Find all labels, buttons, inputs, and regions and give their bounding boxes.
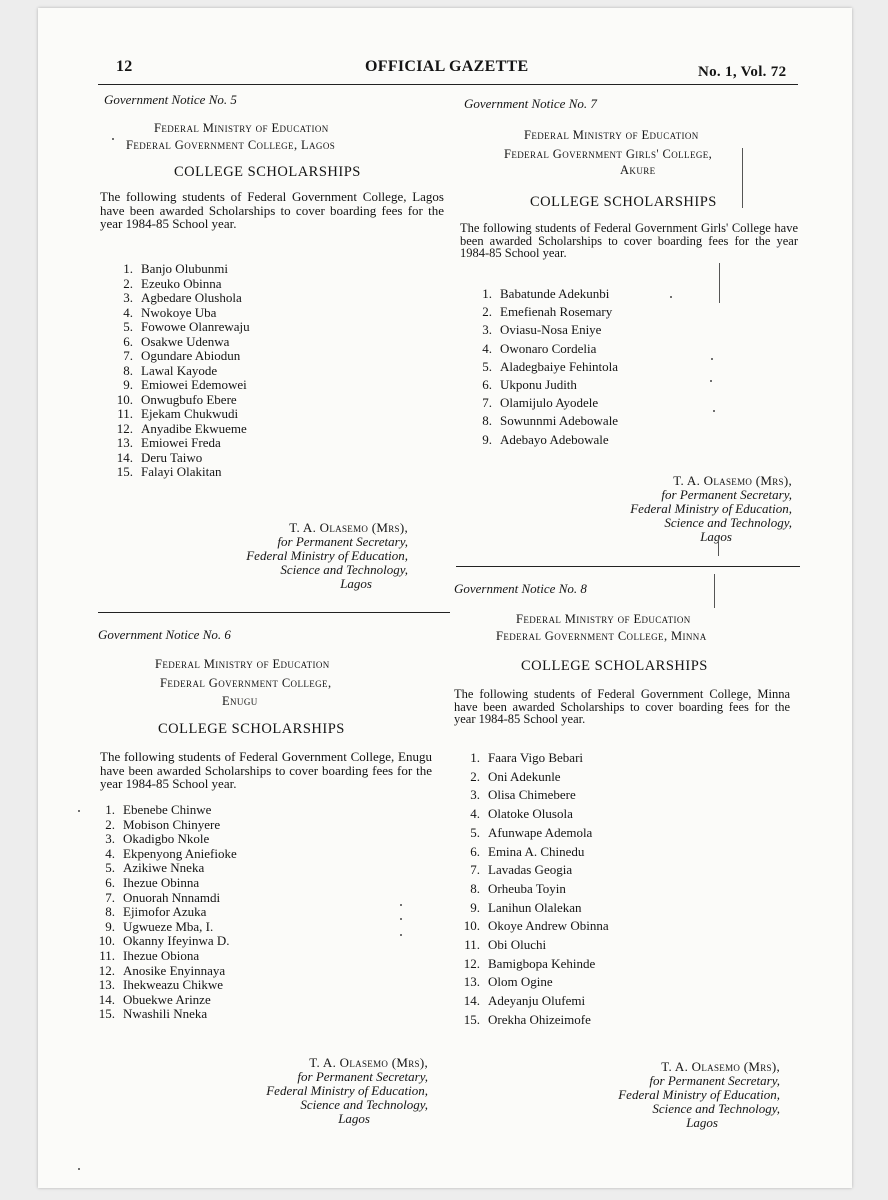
student-name: Owonaro Cordelia <box>500 340 597 356</box>
student-name: Anosike Enyinnaya <box>123 962 226 978</box>
list-item-number: 2. <box>105 816 115 832</box>
scan-speck <box>710 380 712 382</box>
list-item-number: 14. <box>463 993 480 1009</box>
list-item <box>111 422 250 437</box>
gazette-title: OFFICIAL GAZETTE <box>365 58 529 75</box>
list-item-number: 2. <box>123 275 133 291</box>
list-item <box>470 431 618 449</box>
list-item-number: 6. <box>105 874 115 890</box>
notice6-city: Enugu <box>222 694 258 708</box>
scan-line <box>742 148 743 208</box>
list-item-number: 8. <box>470 880 480 896</box>
list-item <box>470 340 618 358</box>
student-name: Adeyanju Olufemi <box>488 993 586 1009</box>
list-item <box>111 451 250 466</box>
list-item <box>111 277 250 292</box>
student-name: Oviasu-Nosa Eniye <box>500 322 602 338</box>
notice8-ministry: Federal Ministry of Education <box>516 612 691 626</box>
scan-speck <box>711 358 713 360</box>
list-item <box>111 364 250 379</box>
signature-name: T. A. Olasemo (Mrs), <box>309 1055 428 1070</box>
issue-number: No. 1, Vol. 72 <box>698 64 787 80</box>
list-item <box>93 861 237 876</box>
list-item-number: 9. <box>123 377 133 392</box>
student-name: Sowunnmi Adebowale <box>500 413 619 429</box>
list-item-number: 8. <box>123 362 133 378</box>
list-item <box>111 407 250 422</box>
list-item <box>458 936 609 955</box>
student-name: Oni Adekunle <box>488 768 561 784</box>
student-name: Obi Oluchi <box>488 937 547 953</box>
list-item-number: 1. <box>482 286 492 301</box>
student-name: Emiowei Edemowei <box>141 377 247 392</box>
notice7-city: Akure <box>620 163 656 177</box>
list-item-number: 13. <box>98 977 115 993</box>
list-item <box>111 349 250 364</box>
notice8-student-list <box>458 749 609 1030</box>
list-item <box>93 876 237 891</box>
signature-name: T. A. Olasemo (Mrs), <box>661 1059 780 1074</box>
header-rule <box>98 84 798 85</box>
student-name: Okanny Ifeyinwa D. <box>123 933 230 949</box>
list-item <box>93 803 237 818</box>
signature-line3: Science and Technology, <box>664 515 792 530</box>
notice6-heading: Government Notice No. 6 <box>98 627 231 642</box>
student-name: Onuorah Nnnamdi <box>123 889 221 905</box>
list-item <box>111 335 250 350</box>
student-name: Olisa Chimebere <box>488 787 576 803</box>
notice6-signature <box>208 1056 428 1126</box>
student-name: Mobison Chinyere <box>123 816 221 832</box>
list-item <box>93 832 237 847</box>
list-item <box>458 824 609 843</box>
list-item <box>111 262 250 277</box>
scan-speck <box>400 918 402 920</box>
student-name: Emefienah Rosemary <box>500 304 613 320</box>
notice6-body: The following students of Federal Government College, Enugu have been awarded Scholarships to cover boarding fees for the year 1984-85 School year. <box>100 749 432 791</box>
notice6-student-list <box>93 803 237 1022</box>
list-item-number: 12. <box>98 962 115 978</box>
student-name: Agbedare Olushola <box>141 290 242 305</box>
scan-speck <box>78 1168 80 1170</box>
list-item-number: 5. <box>105 860 115 876</box>
student-name: Deru Taiwo <box>141 449 203 465</box>
list-item-number: 3. <box>123 290 133 305</box>
list-item <box>458 768 609 787</box>
student-name: Bamigbopa Kehinde <box>488 955 596 971</box>
signature-line2: Federal Ministry of Education, <box>618 1087 780 1102</box>
list-item-number: 11. <box>99 947 115 963</box>
signature-line2: Federal Ministry of Education, <box>630 501 792 516</box>
student-name: Lavadas Geogia <box>488 862 573 878</box>
gazette-page <box>38 8 852 1188</box>
list-item-number: 8. <box>482 413 492 429</box>
signature-line1: for Permanent Secretary, <box>649 1073 780 1088</box>
notice8-title: COLLEGE SCHOLARSHIPS <box>521 658 708 674</box>
student-name: Emiowei Freda <box>141 435 221 450</box>
notice5-title: COLLEGE SCHOLARSHIPS <box>174 164 361 180</box>
list-item <box>93 818 237 833</box>
student-name: Ejekam Chukwudi <box>141 406 239 421</box>
list-item <box>458 992 609 1011</box>
notice5-signature <box>188 521 408 591</box>
list-item <box>458 786 609 805</box>
list-item-number: 4. <box>105 845 115 861</box>
scan-speck <box>78 810 80 812</box>
notice5-heading: Government Notice No. 5 <box>104 92 237 107</box>
list-item-number: 9. <box>482 431 492 447</box>
list-item <box>93 905 237 920</box>
signature-line3: Science and Technology, <box>652 1101 780 1116</box>
student-name: Lanihun Olalekan <box>488 899 582 915</box>
list-item-number: 15. <box>463 1011 480 1027</box>
student-name: Ezeuko Obinna <box>141 275 222 291</box>
list-item <box>93 978 237 993</box>
list-item <box>93 891 237 906</box>
list-item-number: 14. <box>116 449 133 465</box>
page-number: 12 <box>116 58 133 75</box>
student-name: Ihezue Obiona <box>123 947 200 963</box>
list-item <box>111 306 250 321</box>
signature-line2: Federal Ministry of Education, <box>246 548 408 563</box>
list-item <box>111 320 250 335</box>
signature-line1: for Permanent Secretary, <box>277 534 408 549</box>
list-item <box>458 749 609 768</box>
list-item-number: 13. <box>116 435 133 450</box>
student-name: Fowowe Olanrewaju <box>141 319 250 334</box>
list-item-number: 7. <box>123 348 133 363</box>
list-item <box>93 1007 237 1022</box>
student-name: Osakwe Udenwa <box>141 333 230 349</box>
list-item-number: 12. <box>116 420 133 436</box>
notice5-body: The following students of Federal Government College, Lagos have been awarded Scholarships to cover boarding fees for the year 1984-85 School year. <box>100 189 444 231</box>
signature-line4: Lagos <box>340 576 372 591</box>
list-item <box>470 412 618 430</box>
list-item-number: 9. <box>470 899 480 915</box>
student-name: Ebenebe Chinwe <box>123 802 212 817</box>
list-item-number: 3. <box>105 831 115 847</box>
list-item-number: 1. <box>470 750 480 765</box>
student-name: Ukponu Judith <box>500 377 577 393</box>
signature-line4: Lagos <box>686 1115 718 1130</box>
student-name: Okoye Andrew Obinna <box>488 918 609 934</box>
list-item-number: 10. <box>463 918 480 934</box>
notice7-body: The following students of Federal Government Girls' College have been awarded Scholarships to cover boarding fees for the year 1984-85 School year. <box>460 221 798 260</box>
student-name: Azikiwe Nneka <box>123 860 205 876</box>
list-item-number: 1. <box>105 802 115 817</box>
scan-speck <box>400 904 402 906</box>
list-item <box>470 321 618 339</box>
list-item <box>458 843 609 862</box>
list-item-number: 2. <box>470 768 480 784</box>
list-item-number: 5. <box>470 824 480 840</box>
student-name: Aladegbaiye Fehintola <box>500 358 619 374</box>
student-name: Nwashili Nneka <box>123 1006 208 1022</box>
list-item <box>111 291 250 306</box>
notice8-heading: Government Notice No. 8 <box>454 581 587 596</box>
list-item-number: 15. <box>116 464 133 479</box>
signature-line4: Lagos <box>338 1111 370 1126</box>
list-item <box>93 949 237 964</box>
student-name: Adebayo Adebowale <box>500 431 609 447</box>
list-item <box>458 880 609 899</box>
notice7-student-list <box>470 285 618 449</box>
list-item-number: 6. <box>123 333 133 349</box>
list-item <box>470 303 618 321</box>
list-item <box>93 964 237 979</box>
list-item <box>458 805 609 824</box>
signature-name: T. A. Olasemo (Mrs), <box>289 520 408 535</box>
notice7-heading: Government Notice No. 7 <box>464 96 597 111</box>
notice7-ministry: Federal Ministry of Education <box>524 128 699 142</box>
list-item-number: 6. <box>482 377 492 393</box>
list-item <box>93 993 237 1008</box>
signature-line4: Lagos <box>700 529 732 544</box>
scan-speck <box>400 934 402 936</box>
signature-line2: Federal Ministry of Education, <box>266 1083 428 1098</box>
notice6-college: Federal Government College, <box>160 676 332 690</box>
list-item-number: 11. <box>464 937 480 953</box>
signature-line1: for Permanent Secretary, <box>661 487 792 502</box>
list-item-number: 7. <box>470 862 480 878</box>
signature-line1: for Permanent Secretary, <box>297 1069 428 1084</box>
student-name: Faara Vigo Bebari <box>488 750 584 765</box>
signature-line3: Science and Technology, <box>280 562 408 577</box>
list-item-number: 4. <box>123 304 133 320</box>
list-item <box>458 1011 609 1030</box>
student-name: Olamijulo Ayodele <box>500 395 599 411</box>
list-item-number: 10. <box>116 391 133 407</box>
list-item <box>111 378 250 393</box>
signature-line3: Science and Technology, <box>300 1097 428 1112</box>
student-name: Ekpenyong Aniefioke <box>123 845 237 861</box>
scan-line <box>719 263 720 303</box>
list-item-number: 7. <box>482 395 492 411</box>
list-item <box>470 358 618 376</box>
notice5-divider <box>98 612 450 613</box>
list-item-number: 11. <box>117 406 133 421</box>
scan-line <box>714 574 715 608</box>
list-item-number: 4. <box>482 340 492 356</box>
student-name: Olom Ogine <box>488 974 553 990</box>
list-item <box>93 920 237 935</box>
student-name: Anyadibe Ekwueme <box>141 420 247 436</box>
student-name: Orekha Ohizeimofe <box>488 1011 591 1027</box>
list-item-number: 9. <box>105 918 115 934</box>
list-item <box>458 861 609 880</box>
notice5-student-list <box>111 262 250 480</box>
notice8-signature <box>548 1060 780 1130</box>
list-item-number: 15. <box>98 1006 115 1022</box>
student-name: Onwugbufo Ebere <box>141 391 237 407</box>
notice7-signature <box>568 474 792 544</box>
list-item-number: 3. <box>470 787 480 803</box>
notice7-college: Federal Government Girls' College, <box>504 147 713 161</box>
list-item-number: 14. <box>98 991 115 1007</box>
notice5-ministry: Federal Ministry of Education <box>154 121 329 135</box>
student-name: Ihezue Obinna <box>123 874 200 890</box>
list-item-number: 2. <box>482 304 492 320</box>
student-name: Afunwape Ademola <box>488 824 593 840</box>
list-item-number: 5. <box>482 358 492 374</box>
list-item <box>93 847 237 862</box>
list-item <box>111 436 250 451</box>
notice7-title: COLLEGE SCHOLARSHIPS <box>530 194 717 210</box>
notice7-divider <box>456 566 800 567</box>
list-item <box>93 934 237 949</box>
student-name: Ejimofor Azuka <box>123 904 207 920</box>
student-name: Olatoke Olusola <box>488 806 573 822</box>
student-name: Nwokoye Uba <box>141 304 217 320</box>
list-item-number: 13. <box>463 974 480 990</box>
notice8-body: The following students of Federal Government College, Minna have been awarded Scholarships to cover boarding fees for the year 1984-85 School year. <box>454 687 790 726</box>
scan-speck <box>670 296 672 298</box>
list-item-number: 12. <box>463 955 480 971</box>
student-name: Emina A. Chinedu <box>488 843 585 859</box>
list-item-number: 8. <box>105 904 115 920</box>
student-name: Lawal Kayode <box>141 362 218 378</box>
student-name: Ihekweazu Chikwe <box>123 977 223 993</box>
list-item <box>470 376 618 394</box>
student-name: Babatunde Adekunbi <box>500 286 610 301</box>
scan-speck <box>713 410 715 412</box>
scan-speck <box>112 138 114 140</box>
list-item <box>111 393 250 408</box>
student-name: Ogundare Abiodun <box>141 348 241 363</box>
student-name: Obuekwe Arinze <box>123 991 211 1007</box>
list-item <box>111 465 250 480</box>
student-name: Orheuba Toyin <box>488 880 566 896</box>
list-item <box>458 899 609 918</box>
list-item-number: 1. <box>123 261 133 276</box>
student-name: Ugwueze Mba, I. <box>123 918 214 934</box>
list-item <box>458 955 609 974</box>
notice5-college: Federal Government College, Lagos <box>126 138 336 152</box>
signature-name: T. A. Olasemo (Mrs), <box>673 473 792 488</box>
student-name: Falayi Olakitan <box>141 464 222 479</box>
student-name: Okadigbo Nkole <box>123 831 210 847</box>
list-item-number: 4. <box>470 806 480 822</box>
notice6-ministry: Federal Ministry of Education <box>155 657 330 671</box>
list-item-number: 5. <box>123 319 133 334</box>
scan-line <box>718 536 719 556</box>
list-item <box>470 394 618 412</box>
list-item-number: 3. <box>482 322 492 338</box>
notice6-title: COLLEGE SCHOLARSHIPS <box>158 721 345 737</box>
list-item-number: 6. <box>470 843 480 859</box>
notice8-college: Federal Government College, Minna <box>496 629 707 643</box>
list-item-number: 7. <box>105 889 115 905</box>
list-item <box>458 973 609 992</box>
student-name: Banjo Olubunmi <box>141 261 229 276</box>
list-item-number: 10. <box>98 933 115 949</box>
list-item <box>470 285 618 303</box>
list-item <box>458 917 609 936</box>
